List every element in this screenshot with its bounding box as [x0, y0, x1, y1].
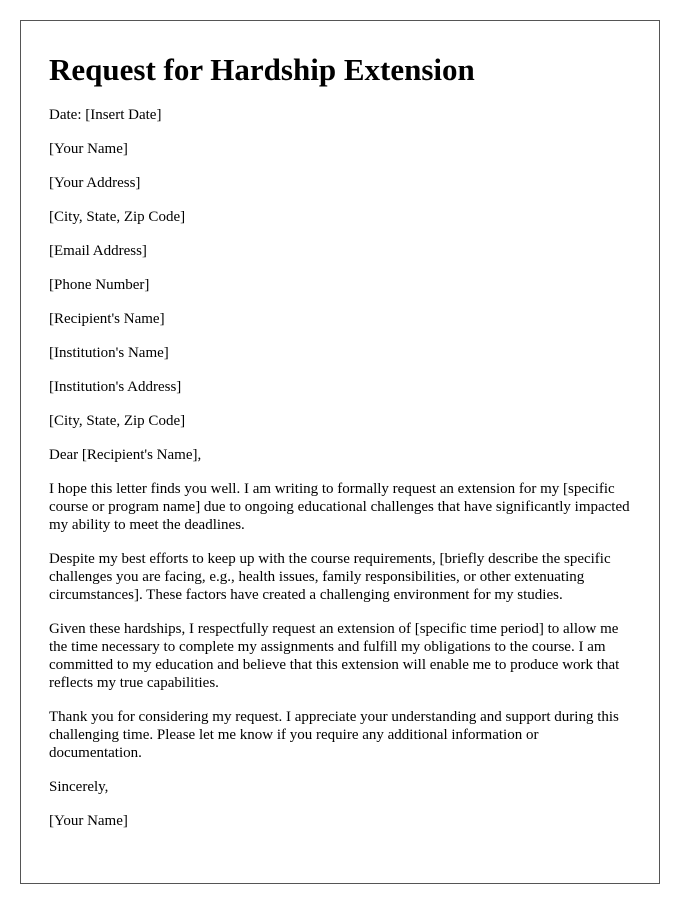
recipient-address: [Institution's Address]	[49, 379, 182, 396]
recipient-name: [Recipient's Name]	[49, 311, 165, 328]
body-paragraph-4: Thank you for considering my request. I appreciate your understanding and support during this challenging time. Please let me know if you require any additional information or documentation.	[49, 709, 619, 762]
signature: [Your Name]	[49, 813, 128, 830]
letter-title: Request for Hardship Extension	[49, 52, 475, 87]
sender-email: [Email Address]	[49, 243, 147, 260]
closing: Sincerely,	[49, 779, 109, 796]
recipient-city-state-zip: [City, State, Zip Code]	[49, 413, 186, 430]
sender-city-state-zip: [City, State, Zip Code]	[49, 209, 186, 226]
sender-phone: [Phone Number]	[49, 277, 150, 294]
body-paragraph-1: I hope this letter finds you well. I am writing to formally request an extension for my [specific course or program name] due to ongoing educational challenges that have significantly impacted my ability to meet the deadlines.	[49, 481, 630, 534]
sender-name: [Your Name]	[49, 141, 128, 158]
body-paragraph-3: Given these hardships, I respectfully request an extension of [specific time period] to allow me the time necessary to complete my assignments and fulfill my obligations to the course. I am committed to my education and believe that this extension will enable me to produce work that reflects my true capabilities.	[49, 621, 620, 692]
recipient-institution: [Institution's Name]	[49, 345, 169, 362]
letter-page	[20, 20, 660, 884]
salutation: Dear [Recipient's Name],	[49, 447, 202, 464]
sender-address: [Your Address]	[49, 175, 141, 192]
date-line: Date: [Insert Date]	[49, 107, 162, 124]
body-paragraph-2: Despite my best efforts to keep up with the course requirements, [briefly describe the specific challenges you are facing, e.g., health issues, family responsibilities, or other extenuating circumstances]. These factors have created a challenging environment for my studies.	[49, 551, 611, 604]
